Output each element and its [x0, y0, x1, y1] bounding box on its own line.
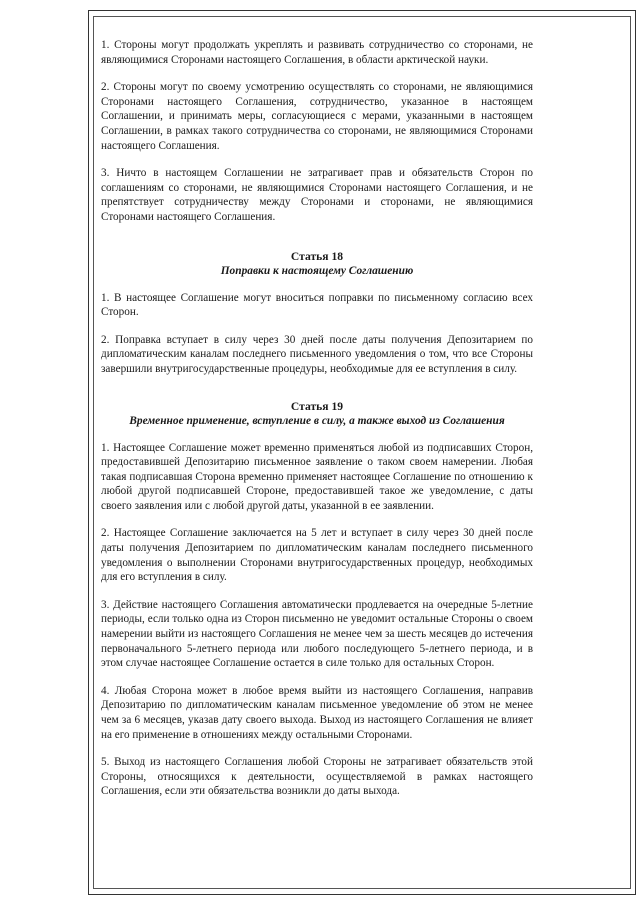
- paragraph: 3. Ничто в настоящем Соглашении не затрагивает прав и обязательств Сторон по соглашениям со сторонами, не являющимися Сторонами настоящего Соглашения, и не препятствует сотрудничеству между Сторонами и сторонами, не являющимися Сторонами настоящего Соглашения.: [101, 167, 533, 223]
- paragraph: 1. Настоящее Соглашение может временно применяться любой из подписавших Сторон, предоставившей Депозитарию письменное заявление о таком своем намерении. Любая такая подписавшая Сторона временно применяет настоящее Соглашение по отношению к любой другой подписавшей Стороне, предоставившей такое же уведомление, с даты своего заявления или с любой другой даты, указанной в ее заявлении.: [101, 441, 533, 512]
- article-heading: Статья 19: [290, 399, 344, 413]
- paragraph: 5. Выход из настоящего Соглашения любой Стороны не затрагивает обязательств этой Стороны, относящихся к деятельности, осуществляемой в рамках настоящего Соглашения, если эти обязательства возникли до даты выхода.: [101, 756, 533, 798]
- paragraph: 3. Действие настоящего Соглашения автоматически продлевается на очередные 5-летние периоды, если только одна из Сторон письменно не уведомит остальные Стороны о своем намерении выйти из настоящего Соглашения не менее чем за шесть месяцев до истечения первоначального 5-летнего периода или любого последующего 5-летнего периода, и в этом случае настоящее Соглашение остается в силе только для остальных Сторон.: [101, 598, 533, 670]
- article-title: Временное применение, вступление в силу, а также выход из Соглашения: [129, 414, 505, 427]
- paragraph: 1. Стороны могут продолжать укреплять и развивать сотрудничество со сторонами, не являющимися Сторонами настоящего Соглашения, в области арктической науки.: [101, 39, 533, 66]
- paragraph: 4. Любая Сторона может в любое время выйти из настоящего Соглашения, направив Депозитарию по дипломатическим каналам письменное уведомление об этом не менее чем за 6 месяцев, указав дату своего выхода. Выход из настоящего Соглашения не влияет на его применение в отношениях между остальными Сторонами.: [101, 684, 533, 741]
- article-title: Поправки к настоящему Соглашению: [220, 264, 414, 277]
- document-body: [101, 38, 533, 812]
- article-18-header: [101, 249, 533, 279]
- paragraph: 2. Стороны могут по своему усмотрению осуществлять со сторонами, не являющимися Сторонами настоящего Соглашения, сотрудничество, указанное в настоящем Соглашении, и принимать меры, согласующиеся с мерами, указанными в настоящем Соглашении, в рамках такого сотрудничества со сторонами, не являющимися Сторонами настоящего Соглашения.: [101, 81, 533, 152]
- paragraph: 2. Поправка вступает в силу через 30 дней после даты получения Депозитарием по дипломатическим каналам последнего письменного уведомления о том, что все Стороны завершили внутригосударственные процедуры, необходимые для ее вступления в силу.: [101, 333, 533, 375]
- paragraph: 2. Настоящее Соглашение заключается на 5 лет и вступает в силу через 30 дней после даты получения Депозитарием по дипломатическим каналам последнего письменного уведомления о выполнении Сторонами внутригосударственных процедур, необходимых для его вступления в силу.: [101, 527, 533, 584]
- article-19-header: [101, 399, 533, 429]
- article-heading: Статья 18: [290, 249, 344, 263]
- paragraph: 1. В настоящее Соглашение могут вноситься поправки по письменному согласию всех Сторон.: [101, 291, 533, 319]
